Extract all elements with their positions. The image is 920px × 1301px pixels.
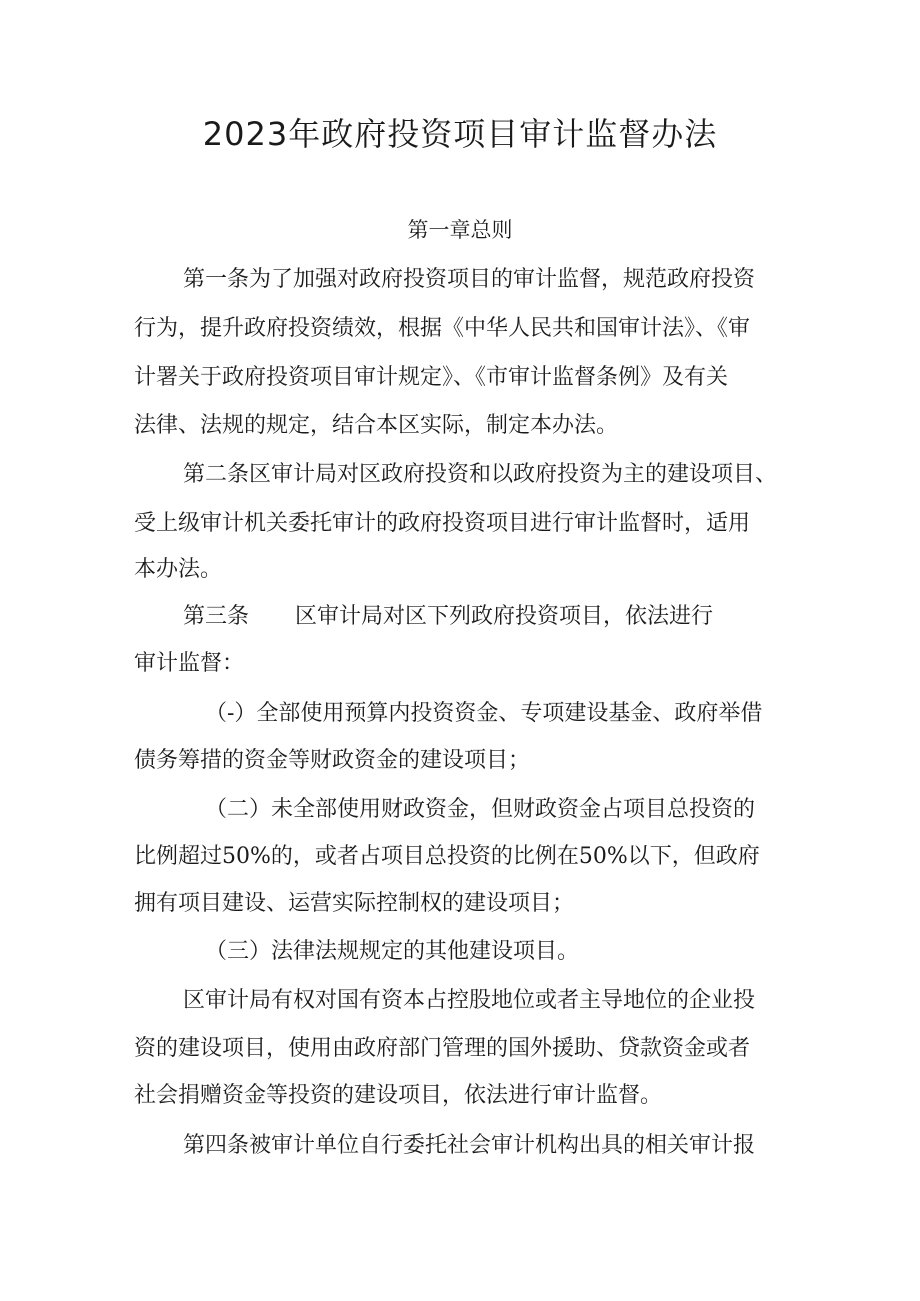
paragraph-line: 法律、法规的规定，结合本区实际，制定本办法。 [134, 413, 619, 438]
paragraph-line: 计署关于政府投资项目审计规定》、《市审计监督条例》及有关 [134, 365, 729, 390]
paragraph-line: 区审计局有权对国有资本占控股地位或者主导地位的企业投 [183, 988, 756, 1013]
paragraph-line: （二）未全部使用财政资金，但财政资金占项目总投资的 [205, 797, 756, 822]
paragraph-line: 行为，提升政府投资绩效，根据《中华人民共和国审计法》、《审 [134, 316, 751, 341]
article-three-line [183, 601, 713, 633]
paragraph-line: （三）法律法规规定的其他建设项目。 [205, 939, 580, 964]
chapter-heading: 第一章总则 [407, 218, 513, 242]
paragraph-line: （-）全部使用预算内投资资金、专项建设基金、政府举借 [205, 701, 763, 726]
paragraph-line: 第一条为了加强对政府投资项目的审计监督，规范政府投资 [183, 267, 756, 292]
paragraph-line: 拥有项目建设、运营实际控制权的建设项目； [134, 891, 575, 916]
paragraph-line: 债务筹措的资金等财政资金的建设项目； [134, 748, 531, 773]
document-title: 2023年政府投资项目审计监督办法 [202, 115, 718, 153]
paragraph-line: 审计监督： [134, 651, 245, 676]
paragraph-line: 比例超过50%的，或者占项目总投资的比例在50%以下，但政府 [134, 844, 760, 869]
paragraph-line: 本办法。 [134, 557, 223, 582]
paragraph-line: 资的建设项目，使用由政府部门管理的国外援助、贷款资金或者 [134, 1036, 751, 1061]
paragraph-line: 第二条区审计局对区政府投资和以政府投资为主的建设项目、 [183, 462, 778, 487]
paragraph-line: 受上级审计机关委托审计的政府投资项目进行审计监督时，适用 [134, 511, 751, 536]
article-number: 第三条 [183, 604, 250, 629]
paragraph-line: 第四条被审计单位自行委托社会审计机构出具的相关审计报 [183, 1133, 756, 1158]
paragraph-line: 社会捐赠资金等投资的建设项目，依法进行审计监督。 [134, 1083, 663, 1108]
article-text: 区审计局对区下列政府投资项目，依法进行 [295, 604, 714, 629]
